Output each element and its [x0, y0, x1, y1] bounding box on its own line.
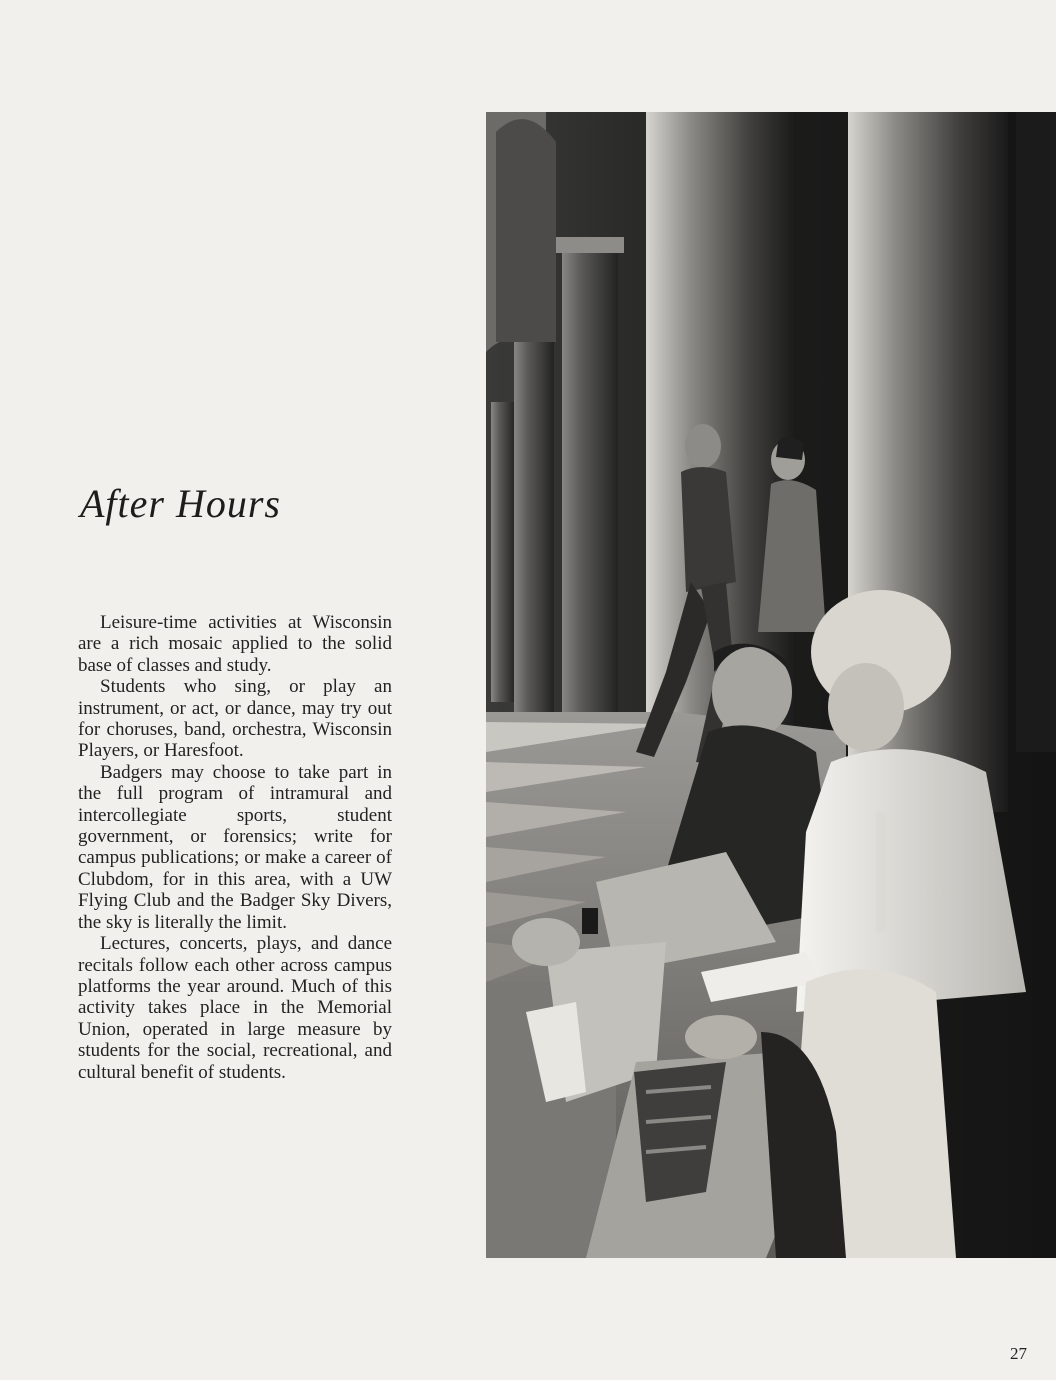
page-title: After Hours	[80, 481, 281, 526]
students-on-steps-photo	[486, 112, 1056, 1258]
paragraph: Leisure-time activities at Wisconsin are a rich mosaic applied to the solid base of classes and study.	[78, 612, 392, 676]
paragraph: Lectures, concerts, plays, and dance recitals follow each other across campus platforms the year around. Much of this activity takes place in the Memorial Union, operated in large measure by students for the social, recreational, and cultural benefit of students.	[78, 933, 392, 1083]
page-number: 27	[1010, 1344, 1027, 1363]
body-text	[78, 612, 392, 1083]
paragraph: Students who sing, or play an instrument, or act, or dance, may try out for choruses, band, orchestra, Wisconsin Players, or Haresfoot.	[78, 676, 392, 762]
paragraph: Badgers may choose to take part in the full program of intramural and intercollegiate sports, student government, or forensics; write for campus publications; or make a career of Clubdom, for in this area, with a UW Flying Club and the Badger Sky Divers, the sky is literally the limit.	[78, 761, 392, 933]
campus-photo	[486, 112, 1056, 1258]
